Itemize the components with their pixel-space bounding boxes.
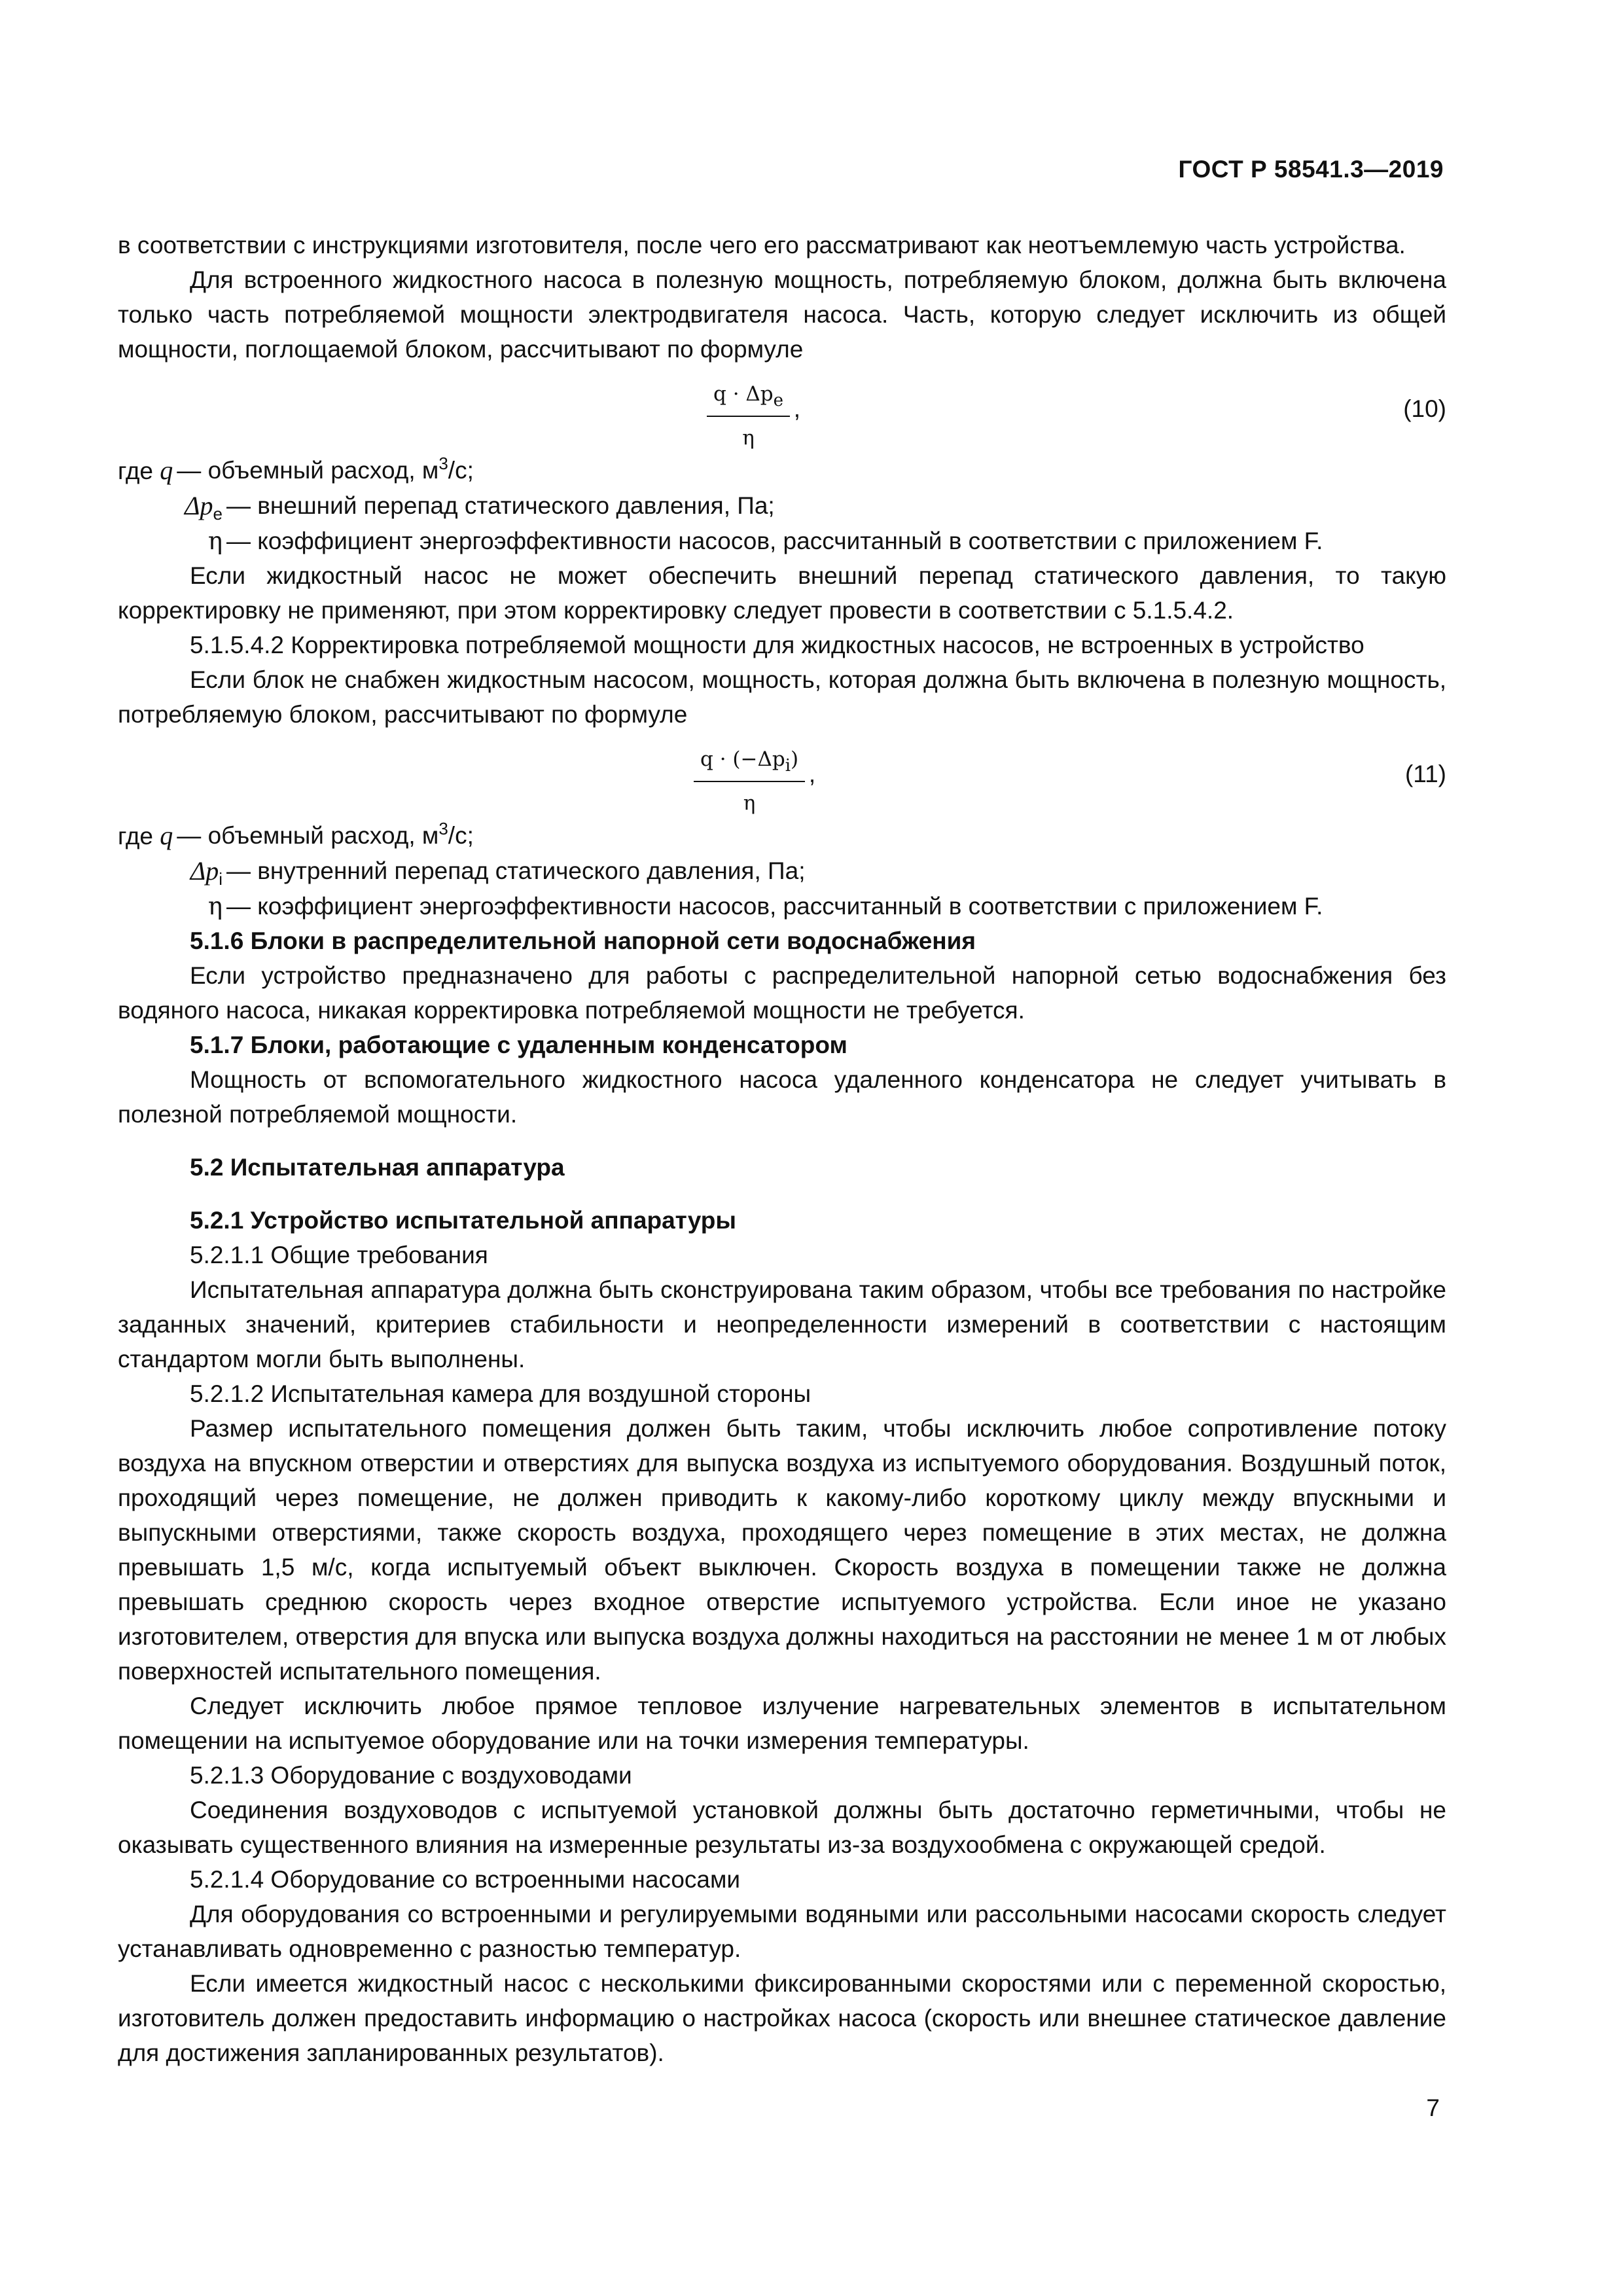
paragraph: Для оборудования со встроенными и регулируемыми водяными или рассольными насосами скорость следует устанавливать одновременно с разностью температур.	[118, 1901, 1446, 1962]
legend-row: где q — объемный расход, $м^3/с$;	[118, 454, 474, 485]
section-heading: 5.1.7 Блоки, работающие с удаленным конденсатором	[190, 1031, 847, 1058]
page-number: 7	[1426, 2094, 1440, 2121]
paragraph: Если устройство предназначено для работы с распределительной напорной сетью водоснабжения без водяного насоса, никакая корректировка потребляемой мощности не требуется.	[118, 962, 1446, 1024]
legend-row: $\Delta p_e$ — внешний перепад статического давления, Па;	[185, 491, 775, 524]
formula-denominator: η	[742, 426, 755, 450]
formula-denominator: η	[743, 791, 756, 815]
formula-numerator: $q \cdot \Delta p_e$	[707, 377, 790, 417]
subsection-heading: 5.2.1.4 Оборудование со встроенными насосами	[190, 1866, 741, 1893]
paragraph: Соединения воздуховодов с испытуемой установкой должны быть достаточно герметичными, чтобы не оказывать существенного влияния на измеренные результаты из-за воздухообмена с окружающей средой.	[118, 1797, 1446, 1858]
fraction: $q \cdot (-\Delta p_i)$ η ,	[694, 742, 805, 821]
legend-row: где q — объемный расход, $м^3/с$;	[118, 819, 474, 850]
formula-numerator: $q \cdot (-\Delta p_i)$	[694, 742, 805, 782]
subsection-heading: 5.2.1.2 Испытательная камера для воздушной стороны	[190, 1380, 812, 1407]
fraction: $q \cdot \Delta p_e$ η ,	[707, 377, 790, 456]
paragraph: Мощность от вспомогательного жидкостного насоса удаленного конденсатора не следует учитывать в полезной потребляемой мощности.	[118, 1066, 1446, 1128]
paragraph: Если имеется жидкостный насос с несколькими фиксированными скоростями или с переменной скоростью, изготовитель должен предоставить информацию о настройках насоса (скорость или внешнее статическое давление для достижения запланированных результатов).	[118, 1970, 1446, 2066]
standard-header: ГОСТ Р 58541.3—2019	[1178, 156, 1444, 183]
paragraph: в соответствии с инструкциями изготовителя, после чего его рассматривают как неотъемлемую часть устройства.	[118, 232, 1406, 259]
paragraph: Для встроенного жидкостного насоса в полезную мощность, потребляемую блоком, должна быть включена только часть потребляемой мощности электродвигателя насоса. Часть, которую следует исключить из общей мощности, поглощаемой блоком, рассчитывают по формуле	[118, 266, 1446, 363]
formula-10	[118, 374, 1446, 450]
paragraph: Если блок не снабжен жидкостным насосом, мощность, которая должна быть включена в полезную мощность, потребляемую блоком, рассчитывают по формуле	[118, 666, 1446, 728]
page-content	[118, 228, 1446, 2070]
formula-11	[118, 740, 1446, 816]
section-heading: 5.1.5.4.2 Корректировка потребляемой мощности для жидкостных насосов, не встроенных в устройство	[190, 632, 1364, 658]
section-heading: 5.2 Испытательная аппаратура	[190, 1154, 565, 1181]
subsection-heading: 5.2.1.1 Общие требования	[190, 1242, 488, 1268]
paragraph: Испытательная аппаратура должна быть сконструирована таким образом, чтобы все требования по настройке заданных значений, критериев стабильности и неопределенности измерений в соответствии с настоящим стандартом могли быть выполнены.	[118, 1276, 1446, 1372]
equation-number: (11)	[1404, 761, 1446, 787]
paragraph: Размер испытательного помещения должен быть таким, чтобы исключить любое сопротивление потоку воздуха на впускном отверстии и отверстиях для выпуска воздуха из испытуемого оборудования. Воздушный поток, проходящий через помещение, не должен приводить к какому-либо короткому циклу между впускными и выпускными отверстиями, также скорость воздуха, проходящего через помещение в этих местах, не должна превышать 1,5 м/с, когда испытуемый объект выключен. Скорость воздуха в помещении также не должна превышать среднюю скорость через входное отверстие испытуемого устройства. Если иное не указано изготовителем, отверстия для впуска или выпуска воздуха должны находиться на расстоянии не менее 1 м от любых поверхностей испытательного помещения.	[118, 1415, 1446, 1685]
paragraph: Следует исключить любое прямое тепловое излучение нагревательных элементов в испытательном помещении на испытуемое оборудование или на точки измерения температуры.	[118, 1693, 1446, 1754]
equation-number: (10)	[1403, 395, 1446, 422]
section-heading: 5.1.6 Блоки в распределительной напорной сети водоснабжения	[190, 927, 976, 954]
legend-row: η — коэффициент энергоэффективности насосов, рассчитанный в соответствии с приложением F.	[207, 527, 1323, 555]
legend-row: η — коэффициент энергоэффективности насосов, рассчитанный в соответствии с приложением F.	[207, 892, 1323, 920]
legend-row: $\Delta p_i$ — внутренний перепад статического давления, Па;	[190, 856, 806, 889]
section-heading: 5.2.1 Устройство испытательной аппаратуры	[190, 1207, 736, 1234]
paragraph: Если жидкостный насос не может обеспечить внешний перепад статического давления, то такую корректировку не применяют, при этом корректировку следует провести в соответствии с 5.1.5.4.2.	[118, 562, 1446, 624]
subsection-heading: 5.2.1.3 Оборудование с воздуховодами	[190, 1762, 632, 1789]
